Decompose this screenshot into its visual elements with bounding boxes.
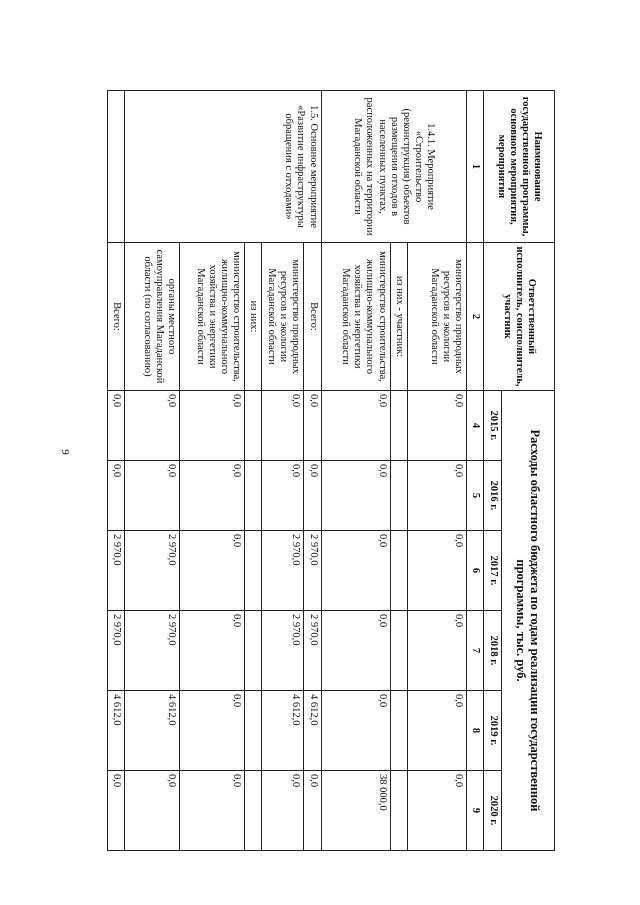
value-cell: 0,0: [407, 391, 466, 461]
value-cell: 0,0: [304, 391, 321, 461]
table-row: [407, 91, 466, 851]
value-cell: 0,0: [108, 391, 125, 461]
value-cell: 4 612,0: [262, 691, 304, 771]
value-cell: 2 970,0: [262, 611, 304, 691]
value-cell: 0,0: [407, 461, 466, 531]
value-cell: 2 970,0: [125, 611, 180, 691]
value-cell: 0,0: [125, 461, 180, 531]
value-cell: 0,0: [180, 771, 245, 851]
responsible-cell: Всего:: [304, 243, 321, 391]
value-cell: [390, 691, 407, 771]
value-cell: [390, 771, 407, 851]
value-cell: 0,0: [180, 461, 245, 531]
value-cell: [245, 771, 262, 851]
year-2020: 2020 г.: [483, 771, 501, 851]
column-numbers-row: [466, 91, 483, 851]
value-cell: 0,0: [321, 691, 390, 771]
value-cell: [245, 691, 262, 771]
value-cell: 0,0: [180, 531, 245, 611]
value-cell: 4 612,0: [304, 691, 321, 771]
value-cell: 0,0: [108, 771, 125, 851]
value-cell: 2 970,0: [125, 531, 180, 611]
value-cell: [390, 461, 407, 531]
value-cell: 0,0: [125, 771, 180, 851]
value-cell: 0,0: [407, 531, 466, 611]
value-cell: 0,0: [125, 391, 180, 461]
value-cell: [245, 461, 262, 531]
responsible-cell: органы местного самоуправления Магаданской области (по согласованию): [125, 243, 180, 391]
value-cell: 0,0: [304, 771, 321, 851]
value-cell: 0,0: [407, 771, 466, 851]
value-cell: [390, 531, 407, 611]
col-num-6: 6: [466, 531, 483, 611]
responsible-cell: из них - участник:: [390, 243, 407, 391]
col-num-8: 8: [466, 691, 483, 771]
value-cell: 2 970,0: [108, 611, 125, 691]
responsible-cell: из них:: [245, 243, 262, 391]
col-num-1: 1: [466, 91, 483, 243]
value-cell: 38 000,0: [321, 771, 390, 851]
value-cell: 0,0: [262, 461, 304, 531]
year-2018: 2018 г.: [483, 611, 501, 691]
col-num-2: 2: [466, 243, 483, 391]
value-cell: 4 612,0: [108, 691, 125, 771]
value-cell: 0,0: [262, 391, 304, 461]
responsible-cell: министерство природных ресурсов и экологии Магаданской области: [407, 243, 466, 391]
col-num-7: 7: [466, 611, 483, 691]
budget-table-sheet: [107, 90, 555, 850]
col-num-9: 9: [466, 771, 483, 851]
table-row: [108, 91, 125, 851]
value-cell: [390, 391, 407, 461]
value-cell: 0,0: [180, 611, 245, 691]
year-2016: 2016 г.: [483, 461, 501, 531]
value-cell: 2 970,0: [108, 531, 125, 611]
responsible-cell: Всего:: [108, 243, 125, 391]
value-cell: 0,0: [262, 771, 304, 851]
col-num-5: 5: [466, 461, 483, 531]
value-cell: [245, 611, 262, 691]
col-num-4: 4: [466, 391, 483, 461]
value-cell: 0,0: [180, 391, 245, 461]
value-cell: [245, 391, 262, 461]
value-cell: 2 970,0: [304, 611, 321, 691]
value-cell: 0,0: [321, 531, 390, 611]
empty-name-cell: [108, 91, 125, 243]
value-cell: 0,0: [180, 691, 245, 771]
value-cell: 2 970,0: [262, 531, 304, 611]
value-cell: 0,0: [108, 461, 125, 531]
table-row: [304, 91, 321, 851]
year-2015: 2015 г.: [483, 391, 501, 461]
event-1-4-1-name: 1.4.1. Мероприятие «Строительство (реконструкция) объектов размещения отходов в населенных пунктах, расположенных на территории Магаданской области: [321, 91, 466, 243]
value-cell: [390, 611, 407, 691]
value-cell: 0,0: [321, 611, 390, 691]
responsible-cell: министерство строительства, жилищно-коммунального хозяйства и энергетики Магаданской области: [180, 243, 245, 391]
header-responsible: Ответственный исполнитель, соисполнитель, участник: [483, 243, 554, 391]
value-cell: 0,0: [321, 461, 390, 531]
value-cell: 0,0: [321, 391, 390, 461]
budget-table: [107, 90, 555, 851]
value-cell: 2 970,0: [304, 531, 321, 611]
page-number: 9: [58, 449, 71, 455]
header-name: Наименование государственной программы, основного мероприятия, мероприятия: [483, 91, 554, 243]
value-cell: 0,0: [304, 461, 321, 531]
value-cell: [245, 531, 262, 611]
event-1-5-name: 1.5. Основное мероприятие «Развитие инфраструктуры обращения с отходами»: [125, 91, 321, 243]
responsible-cell: министерство строительства, жилищно-коммунального хозяйства и энергетики Магаданской области: [321, 243, 390, 391]
value-cell: 4 612,0: [125, 691, 180, 771]
value-cell: 0,0: [407, 691, 466, 771]
header-expenses: Расходы областного бюджета по годам реализации государственной программы, тыс. руб.: [502, 391, 555, 851]
responsible-cell: министерство природных ресурсов и экологии Магаданской области: [262, 243, 304, 391]
year-2017: 2017 г.: [483, 531, 501, 611]
header-row: [502, 91, 555, 851]
value-cell: 0,0: [407, 611, 466, 691]
year-2019: 2019 г.: [483, 691, 501, 771]
rotated-page-area: [107, 90, 555, 850]
